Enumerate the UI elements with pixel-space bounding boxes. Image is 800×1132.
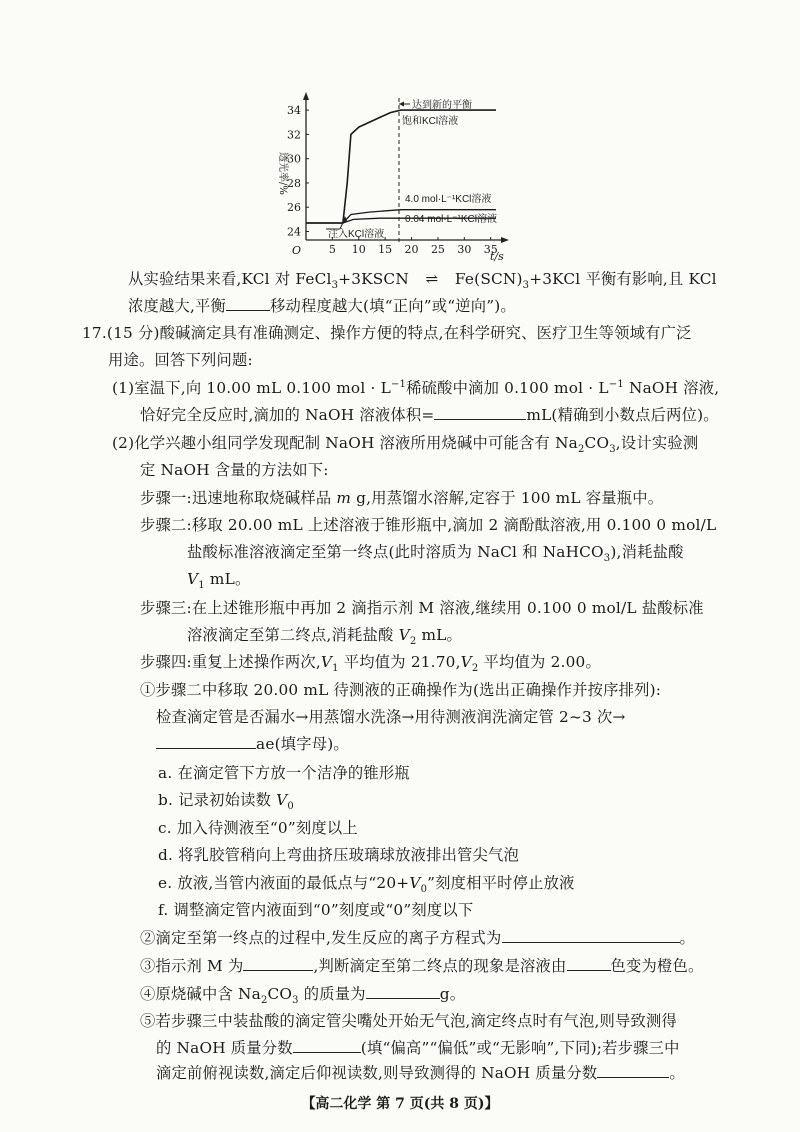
equilibrium-arrow-sign: ⇌ <box>425 270 439 288</box>
answer-blank-error-1[interactable] <box>293 1038 361 1053</box>
x-tick-label: 20 <box>404 243 419 256</box>
q17-stem-line-1: 17.(15 分)酸碱滴定具有准确测定、操作方便的特点,在科学研究、医疗卫生等领域有广泛 <box>82 324 692 342</box>
equilibrium-arrow <box>399 102 410 107</box>
y-tick-label: 28 <box>287 176 301 190</box>
y-axis-arrow <box>303 92 309 100</box>
y-tick-label: 26 <box>287 201 301 215</box>
q17-part1-line-2: 恰好完全反应时,滴加的 NaOH 溶液体积= mL(精确到小数点后两位)。 <box>140 406 719 424</box>
step-2-line-2: 盐酸标准溶液滴定至第一终点(此时溶质为 NaCl 和 NaHCO$_3$),消耗盐酸 <box>187 543 684 565</box>
subq-1-line-3: ae(填字母)。 <box>156 733 349 755</box>
chart-origin: O <box>292 244 302 257</box>
x-tick-label: 10 <box>351 243 366 256</box>
equilibrium-conclusion-line-1: 从实验结果来看,KCl 对 FeCl$_3$+3KSCN ⇌ $Fe(SCN)_3+3KCl$ 平衡有影响,且 KCl <box>128 270 717 292</box>
option-b: b. 记录初始读数 $V_0$ <box>158 791 294 813</box>
step-1: 步骤一:迅速地称取烧碱样品 m g,用蒸馏水溶解,定容于 100 mL 容量瓶中。 <box>140 489 664 507</box>
step-2-line-3: $V_1$ mL。 <box>187 570 251 592</box>
option-c: c. 加入待测液至“0”刻度以上 <box>158 819 358 837</box>
transmittance-chart <box>270 92 520 264</box>
series-line-0 <box>306 110 496 223</box>
y-tick-label: 24 <box>287 225 301 239</box>
page-footer: 【高二化学 第 7 页(共 8 页)】 <box>301 1096 499 1112</box>
answer-blank-error-2[interactable] <box>597 1063 669 1078</box>
y-tick-label: 32 <box>287 128 301 142</box>
subq-4: ④原烧碱中含 $Na_2CO_3$ 的质量为 g。 <box>140 985 466 1007</box>
series-label-4mol: 4.0 mol·L⁻¹KCl溶液 <box>405 194 492 205</box>
x-tick-label: 35 <box>483 243 498 256</box>
equilibrium-annotation: 达到新的平衡 <box>412 100 472 111</box>
x-tick-label: 30 <box>457 243 472 256</box>
series-label-004mol: 0.04 mol·L⁻¹KCl溶液 <box>405 214 497 225</box>
q17-part2-line-1: (2)化学兴趣小组同学发现配制 NaOH 溶液所用烧碱中可能含有 $Na_2CO_3$,设计实验测 <box>112 434 699 456</box>
step-2-line-1: 步骤二:移取 20.00 mL 上述溶液于锥形瓶中,滴加 2 滴酚酞溶液,用 0.100 0 mol/L <box>140 516 717 534</box>
q17-part1-line-1: (1)室温下,向 10.00 mL 0.100 mol · $L^{-1}$稀硫酸中滴加 0.100 mol · $L^{-1}$ NaOH 溶液, <box>112 378 720 397</box>
step-4: 步骤四:重复上述操作两次$,V_1$ 平均值为 $21.70,V_2$ 平均值为 2.00。 <box>140 653 601 675</box>
option-f: f. 调整滴定管内液面到“0”刻度或“0”刻度以下 <box>158 901 474 919</box>
y-tick-label: 30 <box>287 152 301 166</box>
q17-stem-line-2: 用途。回答下列问题: <box>108 351 253 369</box>
option-d: d. 将乳胶管稍向上弯曲挤压玻璃球放液排出管尖气泡 <box>158 846 520 864</box>
equilibrium-conclusion-line-2: 浓度越大,平衡 移动程度越大(填“正向”或“逆向”)。 <box>128 297 516 315</box>
subq-5-line-2: 的 NaOH 质量分数 (填“偏高”“偏低”或“无影响”,下同);若步骤三中 <box>156 1039 680 1057</box>
x-tick-label: 5 <box>328 243 336 256</box>
answer-blank-mass[interactable] <box>366 984 440 999</box>
x-tick-label: 15 <box>378 243 393 256</box>
answer-blank-volume[interactable] <box>434 405 526 420</box>
subq-5-line-3: 滴定前俯视读数,滴定后仰视读数,则导致测得的 NaOH 质量分数 。 <box>156 1064 685 1082</box>
step-3-line-2: 溶液滴定至第二终点,消耗盐酸 $V_2$ mL。 <box>187 626 463 648</box>
inject-annotation: 注入KCl溶液 <box>328 229 385 240</box>
x-axis-label: t/s <box>490 250 504 263</box>
answer-blank-direction[interactable] <box>226 296 270 311</box>
option-a: a. 在滴定管下方放一个洁净的锥形瓶 <box>158 764 410 782</box>
subq-1-line-2: 检查滴定管是否漏水→用蒸馏水洗涤→用待测液润洗滴定管 2~3 次→ <box>156 708 626 726</box>
answer-blank-sequence[interactable] <box>156 734 256 749</box>
option-e: e. 放液,当管内液面的最低点与“$20+V_0$”刻度相平时停止放液 <box>158 874 575 896</box>
q17-part2-line-2: 定 NaOH 含量的方法如下: <box>140 461 329 479</box>
x-tick-label: 25 <box>430 243 445 256</box>
answer-blank-ion-equation[interactable] <box>502 928 680 943</box>
answer-blank-color[interactable] <box>567 956 611 971</box>
x-axis-arrow <box>501 237 509 243</box>
answer-blank-indicator[interactable] <box>243 956 313 971</box>
subq-2: ②滴定至第一终点的过程中,发生反应的离子方程式为 。 <box>140 929 695 947</box>
step-3-line-1: 步骤三:在上述锥形瓶中再加 2 滴指示剂 M 溶液,继续用 0.100 0 mol/L 盐酸标准 <box>140 599 704 617</box>
subq-1-line-1: ①步骤二中移取 20.00 mL 待测液的正确操作为(选出正确操作并按序排列): <box>140 681 662 699</box>
series-label-saturated: 饱和KCl溶液 <box>402 116 459 127</box>
y-axis-label: 透光率/% <box>277 152 288 195</box>
y-tick-label: 34 <box>287 104 301 118</box>
subq-3: ③指示剂 M 为 ,判断滴定至第二终点的现象是溶液由 色变为橙色。 <box>140 957 704 975</box>
subq-5-line-1: ⑤若步骤三中装盐酸的滴定管尖嘴处开始无气泡,滴定终点时有气泡,则导致测得 <box>140 1012 678 1030</box>
